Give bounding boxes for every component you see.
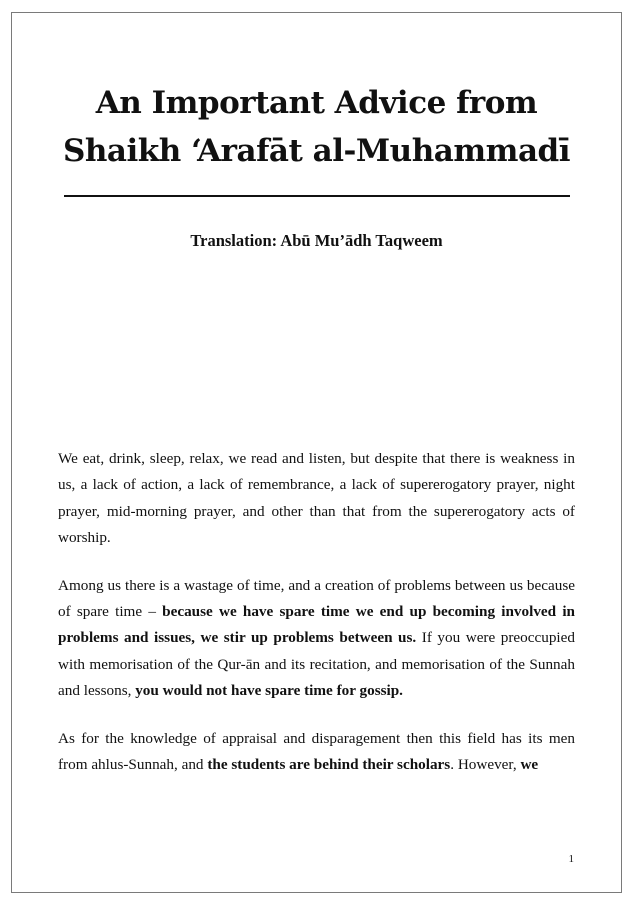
paragraph-3-run-3: . However, — [450, 755, 521, 773]
paragraph-2-emphasis-2: you would not have spare time for gossip. — [135, 681, 403, 699]
paragraph-3-run-1: As for the knowledge of appraisal and disparagement then this field has its men from ahlus-Sunnah, and — [58, 729, 575, 773]
paragraph-1-run-1: We eat, drink, sleep, relax, we read and listen, but despite that there is weakness in us, a lack of action, a lack of remembrance, a lack of supererogatory prayer, night prayer, mid-morning prayer, and other than that from the supererogatory acts of worship. — [58, 450, 575, 546]
paragraph-2-emphasis-1: because we have spare time we end up becoming involved in problems and issues, we stir up problems between us. — [58, 602, 575, 647]
paragraph-3 — [58, 726, 575, 779]
document-body — [58, 446, 575, 800]
document-page — [11, 12, 622, 893]
page-number: 1 — [568, 853, 574, 865]
paragraph-3-emphasis-2: we — [520, 755, 539, 773]
paragraph-2-run-3: If you were preoccupied with memorisation of the Qur-ān and its recitation, and memorisation of the Sunnah and lessons, — [58, 629, 575, 699]
paragraph-1 — [58, 446, 575, 551]
title-line-1: An Important Advice from — [95, 85, 538, 121]
title-divider — [64, 195, 570, 197]
title-line-2: Shaikh ‘Arafāt al-Muhammadī — [63, 133, 570, 169]
document-title — [12, 79, 621, 175]
paragraph-3-emphasis-1: the students are behind their scholars — [207, 755, 451, 773]
paragraph-2-run-1: Among us there is a wastage of time, and a creation of problems between us because of spare time – — [58, 576, 575, 620]
paragraph-2 — [58, 573, 575, 704]
translator-credit: Translation: Abū Mu’ādh Taqweem — [190, 231, 443, 250]
